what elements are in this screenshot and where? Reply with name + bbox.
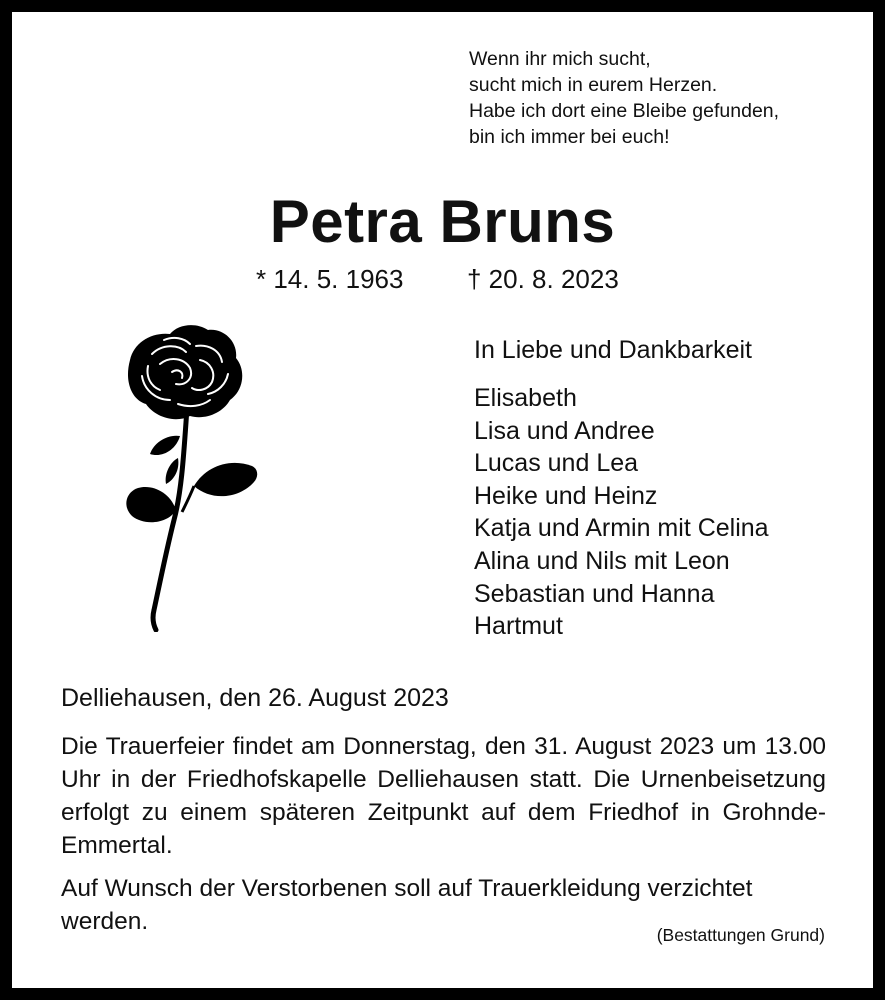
list-item: Hartmut (474, 612, 563, 641)
list-item: Elisabeth (474, 384, 577, 412)
poem-line: sucht mich in eurem Herzen. (469, 74, 718, 96)
death-date: † 20. 8. 2023 (467, 264, 619, 294)
funeral-home-credit: (Bestattungen Grund) (656, 925, 825, 945)
list-item: Heike und Heinz (474, 481, 658, 510)
list-item: Lucas und Lea (474, 449, 639, 478)
poem-line: Habe ich dort eine Bleibe gefunden, (469, 100, 780, 122)
poem-line: bin ich immer bei euch! (469, 126, 670, 148)
attire-wish-text: Auf Wunsch der Verstorbenen soll auf Trauerkleidung verzichtet werden. (61, 875, 753, 935)
list-item: Alina und Nils mit Leon (474, 546, 730, 575)
mourners-intro: In Liebe und Dankbarkeit (474, 336, 752, 364)
rose-icon (112, 320, 262, 632)
list-item: Katja und Armin mit Celina (474, 514, 769, 543)
list-item: Sebastian und Hanna (474, 579, 715, 608)
place-and-date: Delliehausen, den 26. August 2023 (61, 684, 449, 712)
deceased-name: Petra Bruns (269, 188, 616, 255)
obituary-notice (12, 12, 873, 988)
list-item: Lisa und Andree (474, 416, 655, 445)
funeral-service-text: Die Trauerfeier findet am Donnerstag, den 31. August 2023 um 13.00 Uhr in der Friedhofskapelle Delliehausen statt. Die Urnenbeisetzung erfolgt zu einem späteren Zeitpunkt auf dem Friedhof in Grohnde-Emmertal. (61, 733, 826, 859)
poem (469, 46, 859, 150)
poem-line: Wenn ihr mich sucht, (469, 48, 651, 70)
birth-date: * 14. 5. 1963 (256, 264, 404, 294)
mourners-list (474, 382, 769, 643)
